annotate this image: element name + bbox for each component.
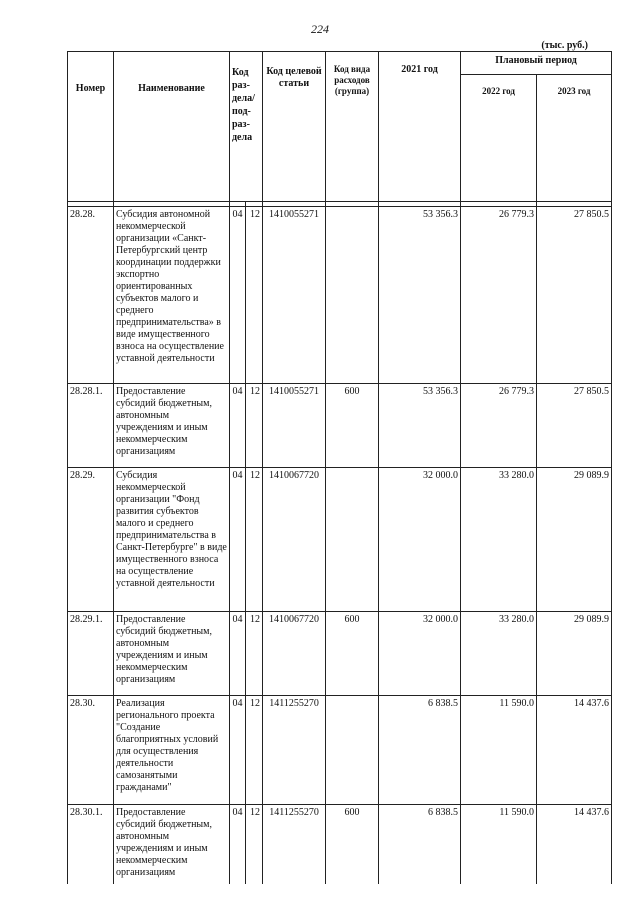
row-2023: 14 437.6 <box>537 696 612 801</box>
header-2023: 2023 год <box>537 75 612 202</box>
row-2021: 32 000.0 <box>379 468 461 608</box>
row-number: 28.28.1. <box>68 384 114 464</box>
row-expense: 600 <box>326 612 379 692</box>
units-label: (тыс. руб.) <box>541 40 588 51</box>
row-number: 28.30.1. <box>68 805 114 885</box>
row-2022: 33 280.0 <box>461 612 537 692</box>
row-2023: 27 850.5 <box>537 207 612 380</box>
row-razdel: 04 <box>230 612 246 692</box>
row-podrazdel: 12 <box>246 468 263 608</box>
row-expense: 600 <box>326 805 379 885</box>
row-2021: 53 356.3 <box>379 384 461 464</box>
row-podrazdel: 12 <box>246 207 263 380</box>
table-row <box>68 612 612 692</box>
row-2023: 29 089.9 <box>537 468 612 608</box>
row-name: Реализация регионального проекта "Создание благоприятных условий для осуществления деятельности самозанятыми гражданами" <box>114 696 230 801</box>
row-razdel: 04 <box>230 207 246 380</box>
header-expense: Код вида расходов (группа) <box>326 52 379 202</box>
row-razdel: 04 <box>230 468 246 608</box>
header-2021: 2021 год <box>379 52 461 202</box>
row-podrazdel: 12 <box>246 805 263 885</box>
row-2021: 6 838.5 <box>379 696 461 801</box>
row-number: 28.29.1. <box>68 612 114 692</box>
row-2023: 27 850.5 <box>537 384 612 464</box>
row-2022: 11 590.0 <box>461 696 537 801</box>
row-2021: 6 838.5 <box>379 805 461 885</box>
budget-table <box>67 51 612 884</box>
row-2022: 26 779.3 <box>461 207 537 380</box>
row-2021: 53 356.3 <box>379 207 461 380</box>
row-podrazdel: 12 <box>246 696 263 801</box>
row-2022: 26 779.3 <box>461 384 537 464</box>
row-razdel: 04 <box>230 384 246 464</box>
row-target: 1411255270 <box>263 805 326 885</box>
table-row <box>68 384 612 464</box>
row-target: 1410067720 <box>263 612 326 692</box>
header-number: Номер <box>68 52 114 202</box>
header-plan-period: Плановый период <box>461 52 612 75</box>
row-razdel: 04 <box>230 805 246 885</box>
row-target: 1411255270 <box>263 696 326 801</box>
row-expense <box>326 468 379 608</box>
row-expense <box>326 207 379 380</box>
row-podrazdel: 12 <box>246 612 263 692</box>
page-number: 224 <box>311 22 329 36</box>
table-row <box>68 696 612 801</box>
row-2021: 32 000.0 <box>379 612 461 692</box>
table-row <box>68 805 612 885</box>
row-target: 1410067720 <box>263 468 326 608</box>
row-name: Субсидия автономной некоммерческой организации «Санкт-Петербургский центр координации поддержки экспортно ориентированных субъектов малого и среднего предпринимательства» в виде имущественного взноса на осуществление уставной деятельности <box>114 207 230 380</box>
row-name: Предоставление субсидий бюджетным, автономным учреждениям и иным некоммерческим организациям <box>114 612 230 692</box>
row-2022: 11 590.0 <box>461 805 537 885</box>
row-podrazdel: 12 <box>246 384 263 464</box>
row-name: Предоставление субсидий бюджетным, автономным учреждениям и иным некоммерческим организациям <box>114 384 230 464</box>
row-name: Субсидия некоммерческой организации "Фонд развития субъектов малого и среднего предпринимательства в Санкт-Петербурге" в виде имущественного взноса на осуществление уставной деятельности <box>114 468 230 608</box>
row-razdel: 04 <box>230 696 246 801</box>
row-name: Предоставление субсидий бюджетным, автономным учреждениям и иным некоммерческим организациям <box>114 805 230 885</box>
row-number: 28.29. <box>68 468 114 608</box>
header-target: Код целевой статьи <box>263 52 326 202</box>
table-row <box>68 468 612 608</box>
row-number: 28.30. <box>68 696 114 801</box>
row-2023: 29 089.9 <box>537 612 612 692</box>
row-target: 1410055271 <box>263 207 326 380</box>
header-name: Наименование <box>114 52 230 202</box>
row-expense <box>326 696 379 801</box>
table-row <box>68 207 612 380</box>
header-section: Код раз-дела/ под-раз-дела <box>230 52 263 202</box>
row-expense: 600 <box>326 384 379 464</box>
header-2022: 2022 год <box>461 75 537 202</box>
row-2023: 14 437.6 <box>537 805 612 885</box>
row-target: 1410055271 <box>263 384 326 464</box>
row-2022: 33 280.0 <box>461 468 537 608</box>
row-number: 28.28. <box>68 207 114 380</box>
